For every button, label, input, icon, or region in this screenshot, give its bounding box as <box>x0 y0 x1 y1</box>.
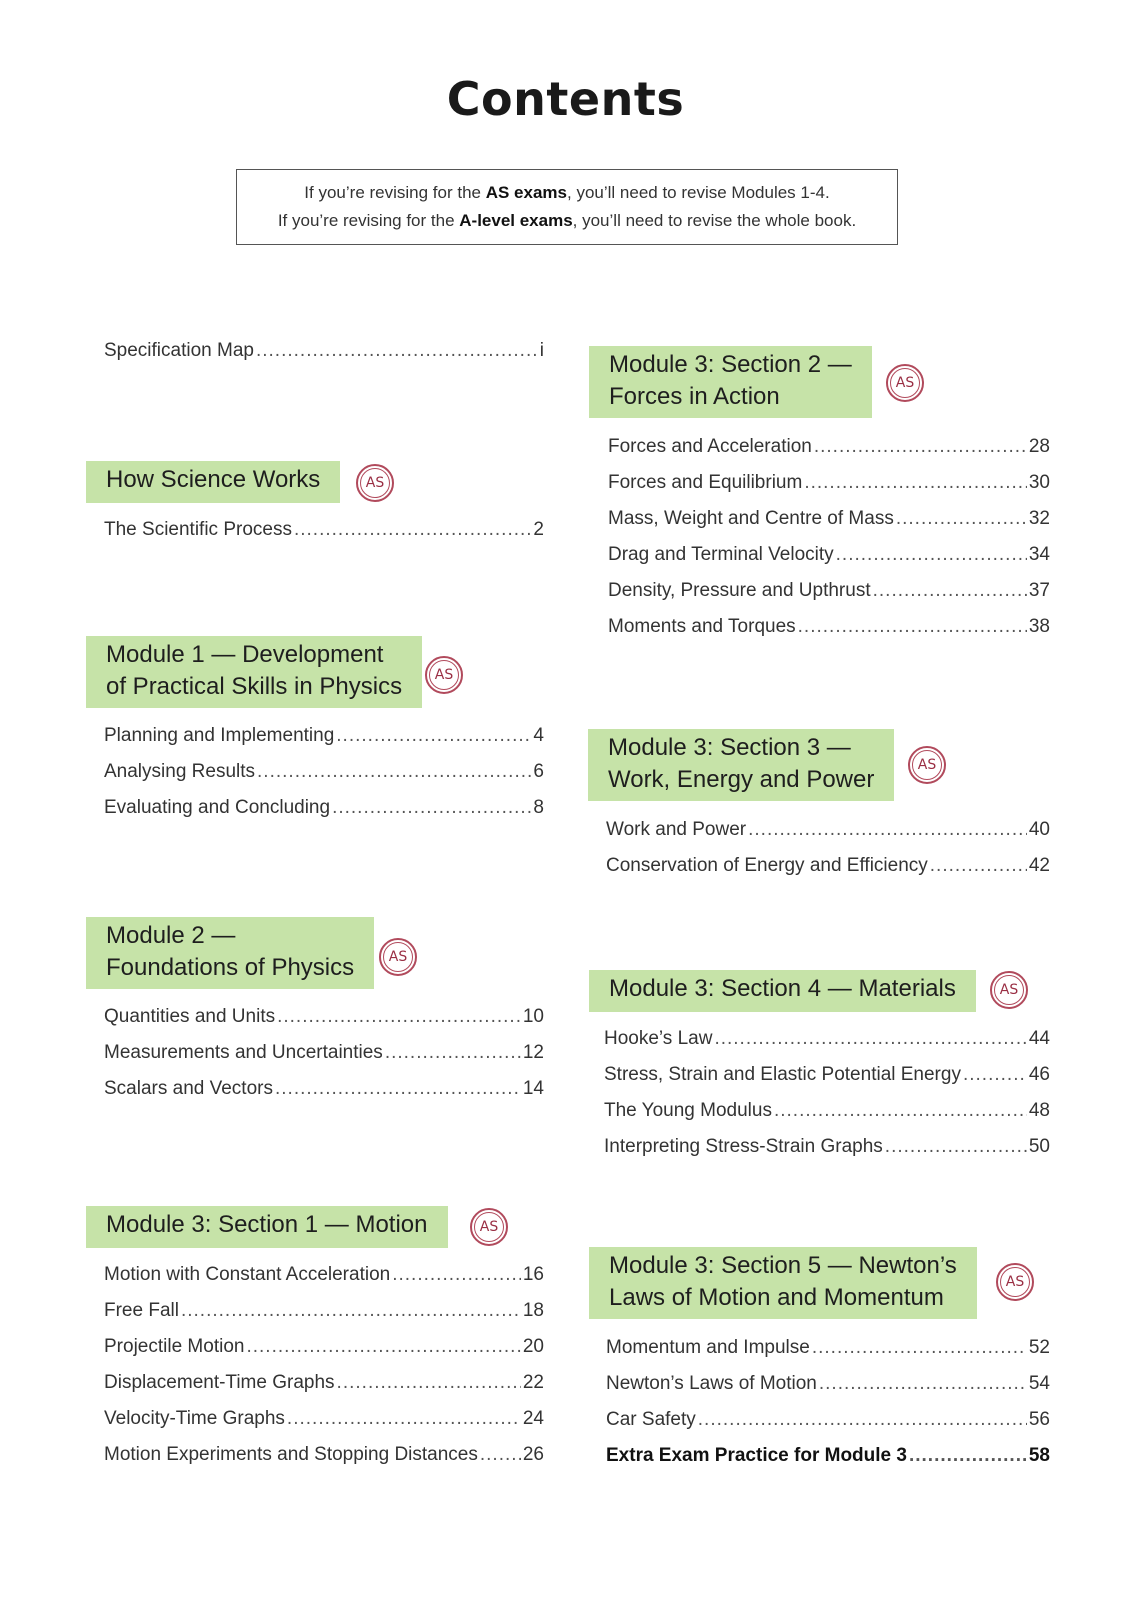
as-badge-icon: AS <box>379 938 417 976</box>
toc-entry[interactable]: Scalars and Vectors ..... 14 <box>104 1078 544 1100</box>
toc-entry[interactable]: Planning and Implementing ..... 4 <box>104 725 544 747</box>
toc-entry[interactable]: Motion with Constant Acceleration ..... 16 <box>104 1264 544 1286</box>
toc-entry[interactable]: Projectile Motion ..... 20 <box>104 1336 544 1358</box>
toc-entry[interactable]: Moments and Torques ..... 38 <box>608 616 1050 638</box>
section-heading-module-3-section-2: Module 3: Section 2 — Forces in Action <box>589 346 872 418</box>
toc-entry-extra-exam-practice[interactable]: Extra Exam Practice for Module 3 ..... 58 <box>606 1445 1050 1467</box>
toc-entry[interactable]: Work and Power ..... 40 <box>606 819 1050 841</box>
section-heading-module-3-section-1: Module 3: Section 1 — Motion <box>86 1206 448 1248</box>
toc-entry[interactable]: Motion Experiments and Stopping Distances ..... 26 <box>104 1444 544 1466</box>
section-heading-module-2: Module 2 — Foundations of Physics <box>86 917 374 989</box>
toc-entry[interactable]: Evaluating and Concluding ..... 8 <box>104 797 544 819</box>
toc-entry[interactable]: Measurements and Uncertainties ..... 12 <box>104 1042 544 1064</box>
toc-entry[interactable]: Stress, Strain and Elastic Potential Energy ..... 46 <box>604 1064 1050 1086</box>
as-badge-icon: AS <box>356 464 394 502</box>
toc-entry-specification-map[interactable]: Specification Map ..... i <box>104 340 544 362</box>
as-badge-icon: AS <box>886 364 924 402</box>
toc-entry[interactable]: Interpreting Stress-Strain Graphs ..... 50 <box>604 1136 1050 1158</box>
toc-entry[interactable]: Momentum and Impulse ..... 52 <box>606 1337 1050 1359</box>
as-badge-icon: AS <box>996 1263 1034 1301</box>
toc-entry[interactable]: Analysing Results ..... 6 <box>104 761 544 783</box>
toc-entry[interactable]: Displacement-Time Graphs ..... 22 <box>104 1372 544 1394</box>
toc-entry[interactable]: Forces and Equilibrium ..... 30 <box>608 472 1050 494</box>
revision-notice-box <box>236 169 898 245</box>
toc-entry[interactable]: The Young Modulus ..... 48 <box>604 1100 1050 1122</box>
page-title: Contents <box>446 72 685 126</box>
section-heading-module-3-section-5: Module 3: Section 5 — Newton’s Laws of Motion and Momentum <box>589 1247 977 1319</box>
toc-entry[interactable]: Newton’s Laws of Motion ..... 54 <box>606 1373 1050 1395</box>
toc-entry[interactable]: Car Safety ..... 56 <box>606 1409 1050 1431</box>
as-badge-icon: AS <box>425 656 463 694</box>
toc-entry[interactable]: Drag and Terminal Velocity ..... 34 <box>608 544 1050 566</box>
toc-entry[interactable]: Forces and Acceleration ..... 28 <box>608 436 1050 458</box>
as-badge-icon: AS <box>990 971 1028 1009</box>
toc-entry[interactable]: Velocity-Time Graphs ..... 24 <box>104 1408 544 1430</box>
toc-entry[interactable]: Mass, Weight and Centre of Mass ..... 32 <box>608 508 1050 530</box>
section-heading-module-3-section-3: Module 3: Section 3 — Work, Energy and Power <box>588 729 894 801</box>
section-heading-module-1: Module 1 — Development of Practical Skills in Physics <box>86 636 422 708</box>
toc-entry[interactable]: Hooke’s Law ..... 44 <box>604 1028 1050 1050</box>
section-heading-module-3-section-4: Module 3: Section 4 — Materials <box>589 970 976 1012</box>
section-heading-how-science-works: How Science Works <box>86 461 340 503</box>
toc-entry[interactable]: Quantities and Units ..... 10 <box>104 1006 544 1028</box>
toc-entry[interactable]: Density, Pressure and Upthrust ..... 37 <box>608 580 1050 602</box>
toc-entry[interactable]: The Scientific Process ..... 2 <box>104 519 544 541</box>
notice-line-as: If you’re revising for the AS exams, you’ll need to revise Modules 1-4. <box>304 183 830 202</box>
toc-entry[interactable]: Conservation of Energy and Efficiency ..... 42 <box>606 855 1050 877</box>
as-badge-icon: AS <box>470 1208 508 1246</box>
notice-line-alevel: If you’re revising for the A-level exams, you’ll need to revise the whole book. <box>277 211 857 230</box>
as-badge-icon: AS <box>908 746 946 784</box>
toc-entry[interactable]: Free Fall ..... 18 <box>104 1300 544 1322</box>
